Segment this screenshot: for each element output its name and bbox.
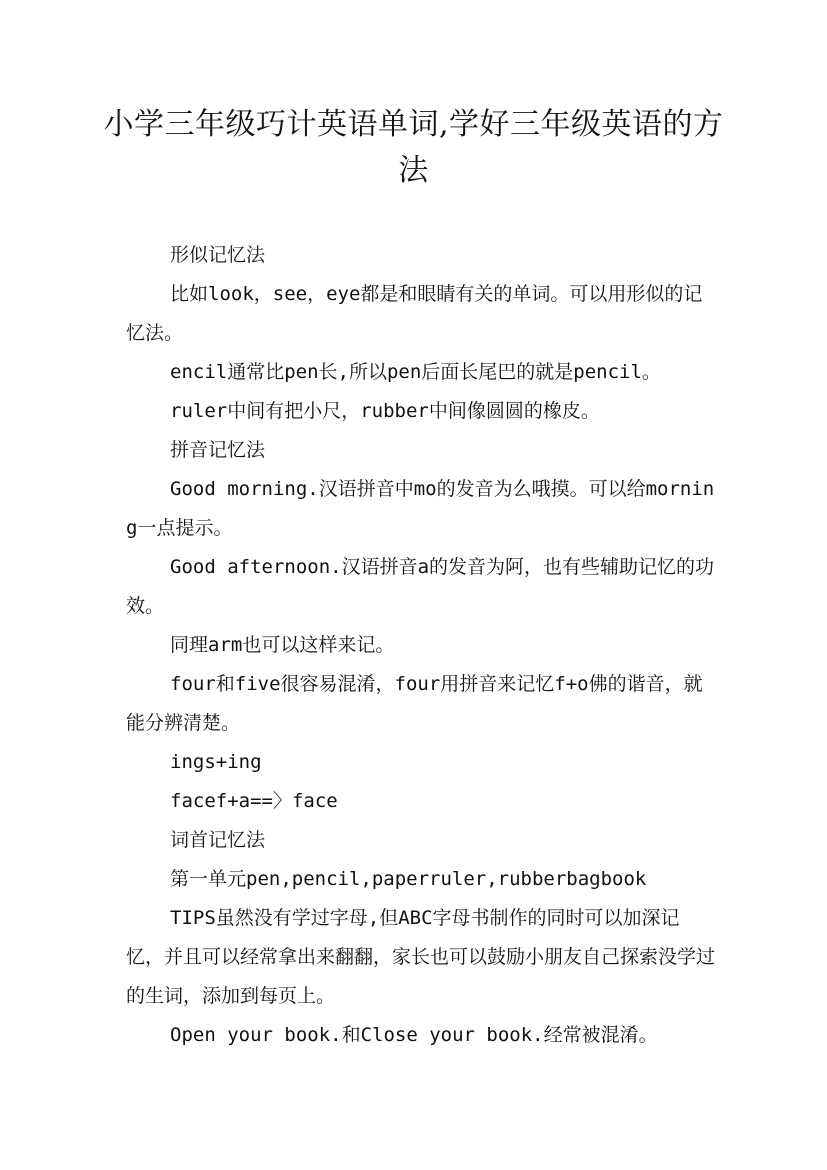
document-body	[126, 236, 716, 1055]
paragraph: Open your book.和Close your book.经常被混淆。	[170, 1024, 658, 1046]
paragraph: ruler中间有把小尺，rubber中间像圆圆的橡皮。	[170, 400, 600, 422]
paragraph: four和five很容易混淆，four用拼音来记忆f+o佛的谐音，就能分辨清楚。	[126, 673, 703, 734]
section-heading-pinyin-memory: 拼音记忆法	[170, 439, 266, 461]
paragraph: 同理arm也可以这样来记。	[170, 634, 395, 656]
paragraph: Good morning.汉语拼音中mo的发音为么哦摸。可以给morning一点提示。	[126, 478, 715, 539]
paragraph: ings+ing	[170, 751, 262, 773]
section-heading-shape-memory: 形似记忆法	[170, 244, 266, 266]
document-title: 小学三年级巧计英语单词,学好三年级英语的方法	[103, 107, 724, 188]
paragraph: encil通常比pen长,所以pen后面长尾巴的就是pencil。	[170, 361, 661, 383]
paragraph: 第一单元pen,pencil,paperruler,rubberbagbook	[170, 868, 647, 890]
section-heading-prefix-memory: 词首记忆法	[170, 829, 266, 851]
paragraph: Good afternoon.汉语拼音a的发音为阿，也有些辅助记忆的功效。	[126, 556, 715, 617]
paragraph: 比如look，see，eye都是和眼睛有关的单词。可以用形似的记忆法。	[126, 283, 703, 344]
paragraph: facef+a==〉face	[170, 790, 338, 812]
paragraph: TIPS虽然没有学过字母,但ABC字母书制作的同时可以加深记忆，并且可以经常拿出来翻翻，家长也可以鼓励小朋友自己探索没学过的生词，添加到每页上。	[126, 907, 716, 1007]
